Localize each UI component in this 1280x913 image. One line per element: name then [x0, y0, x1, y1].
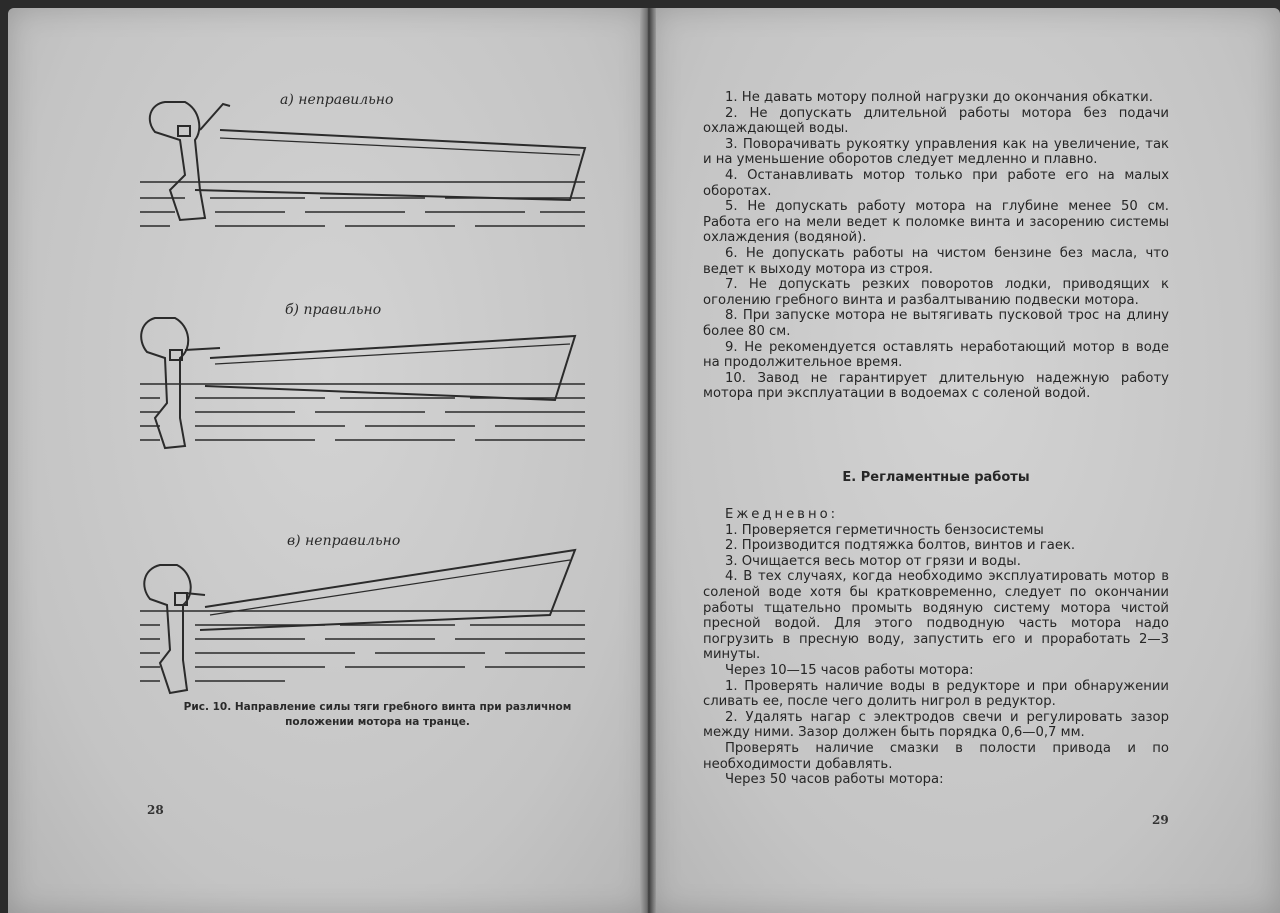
figure-a-boat-incorrect — [125, 90, 595, 240]
daily-item: 1. Проверяется герметичность бензосистемы — [725, 522, 1044, 538]
rule-item: 6. Не допускать работы на чистом бензине без масла, что ведет к выходу мотора из строя. — [703, 245, 1169, 277]
daily-item: 3. Очищается весь мотор от грязи и воды. — [725, 553, 1021, 569]
daily-heading: Ежедневно: — [725, 507, 839, 522]
page-number-right: 29 — [1152, 813, 1169, 827]
caption-line-2: положении мотора на транце. — [285, 716, 470, 728]
page-number-left: 28 — [147, 803, 164, 817]
after-50-heading: Через 50 часов работы мотора: — [725, 772, 944, 788]
after-10-15-item: 1. Проверять наличие воды в редукторе и при обнаружении сливать ее, после чего долить нигрол в редуктор. — [703, 678, 1169, 710]
rule-item: 2. Не допускать длительной работы мотора без подачи охлаждающей воды. — [703, 105, 1169, 137]
daily-item: 4. В тех случаях, когда необходимо эксплуатировать мотор в соленой воде хотя бы кратковременно, следует по окончании работы тщательно промыть водяную систему мотора чистой пресной водой. Для этого подводную часть мотора надо погрузить в пресную воду, запустить его и проработать 2—3 минуты. — [703, 569, 1169, 663]
caption-line-1: Рис. 10. Направление силы тяги гребного винта при различном — [183, 701, 572, 713]
after-10-15-item: Проверять наличие смазки в полости привода и по необходимости добавлять. — [703, 740, 1169, 772]
after-10-15-heading: Через 10—15 часов работы мотора: — [725, 662, 974, 678]
after-10-15-item: 2. Удалять нагар с электродов свечи и регулировать зазор между ними. Зазор должен быть порядка 0,6—0,7 мм. — [703, 709, 1169, 741]
rule-item: 9. Не рекомендуется оставлять неработающий мотор в воде на продолжительное время. — [703, 339, 1169, 371]
daily-item: 2. Производится подтяжка болтов, винтов и гаек. — [725, 538, 1076, 554]
book-gutter — [640, 8, 656, 913]
rule-item: 3. Поворачивать рукоятку управления как на увеличение, так и на уменьшение оборотов следует медленно и плавно. — [703, 136, 1169, 168]
operating-rules — [703, 90, 1169, 402]
figure-b-label: б) правильно — [285, 302, 382, 318]
rule-item: 7. Не допускать резких поворотов лодки, приводящих к оголению гребного винта и разбалтыванию подвески мотора. — [703, 277, 1169, 308]
figure-c-boat-incorrect — [125, 545, 595, 700]
rule-item: 5. Не допускать работу мотора на глубине менее 50 см. Работа его на мели ведет к поломке винта и засорению системы охлаждения (водяной). — [703, 199, 1169, 246]
rule-item: 4. Останавливать мотор только при работе его на малых оборотах. — [703, 167, 1169, 199]
figure-caption — [165, 700, 590, 730]
maintenance-schedule — [703, 507, 1169, 788]
rule-item: 10. Завод не гарантирует длительную надежную работу мотора при эксплуатации в водоемах с соленой водой. — [703, 370, 1169, 402]
rule-item: 8. При запуске мотора не вытягивать пусковой трос на длину более 80 см. — [703, 308, 1169, 339]
figure-a-label: а) неправильно — [280, 92, 394, 108]
section-title: Е. Регламентные работы — [842, 470, 1030, 485]
rule-item: 1. Не давать мотору полной нагрузки до окончания обкатки. — [725, 90, 1153, 105]
figure-c-label: в) неправильно — [287, 533, 401, 549]
figure-b-boat-correct — [125, 308, 595, 458]
